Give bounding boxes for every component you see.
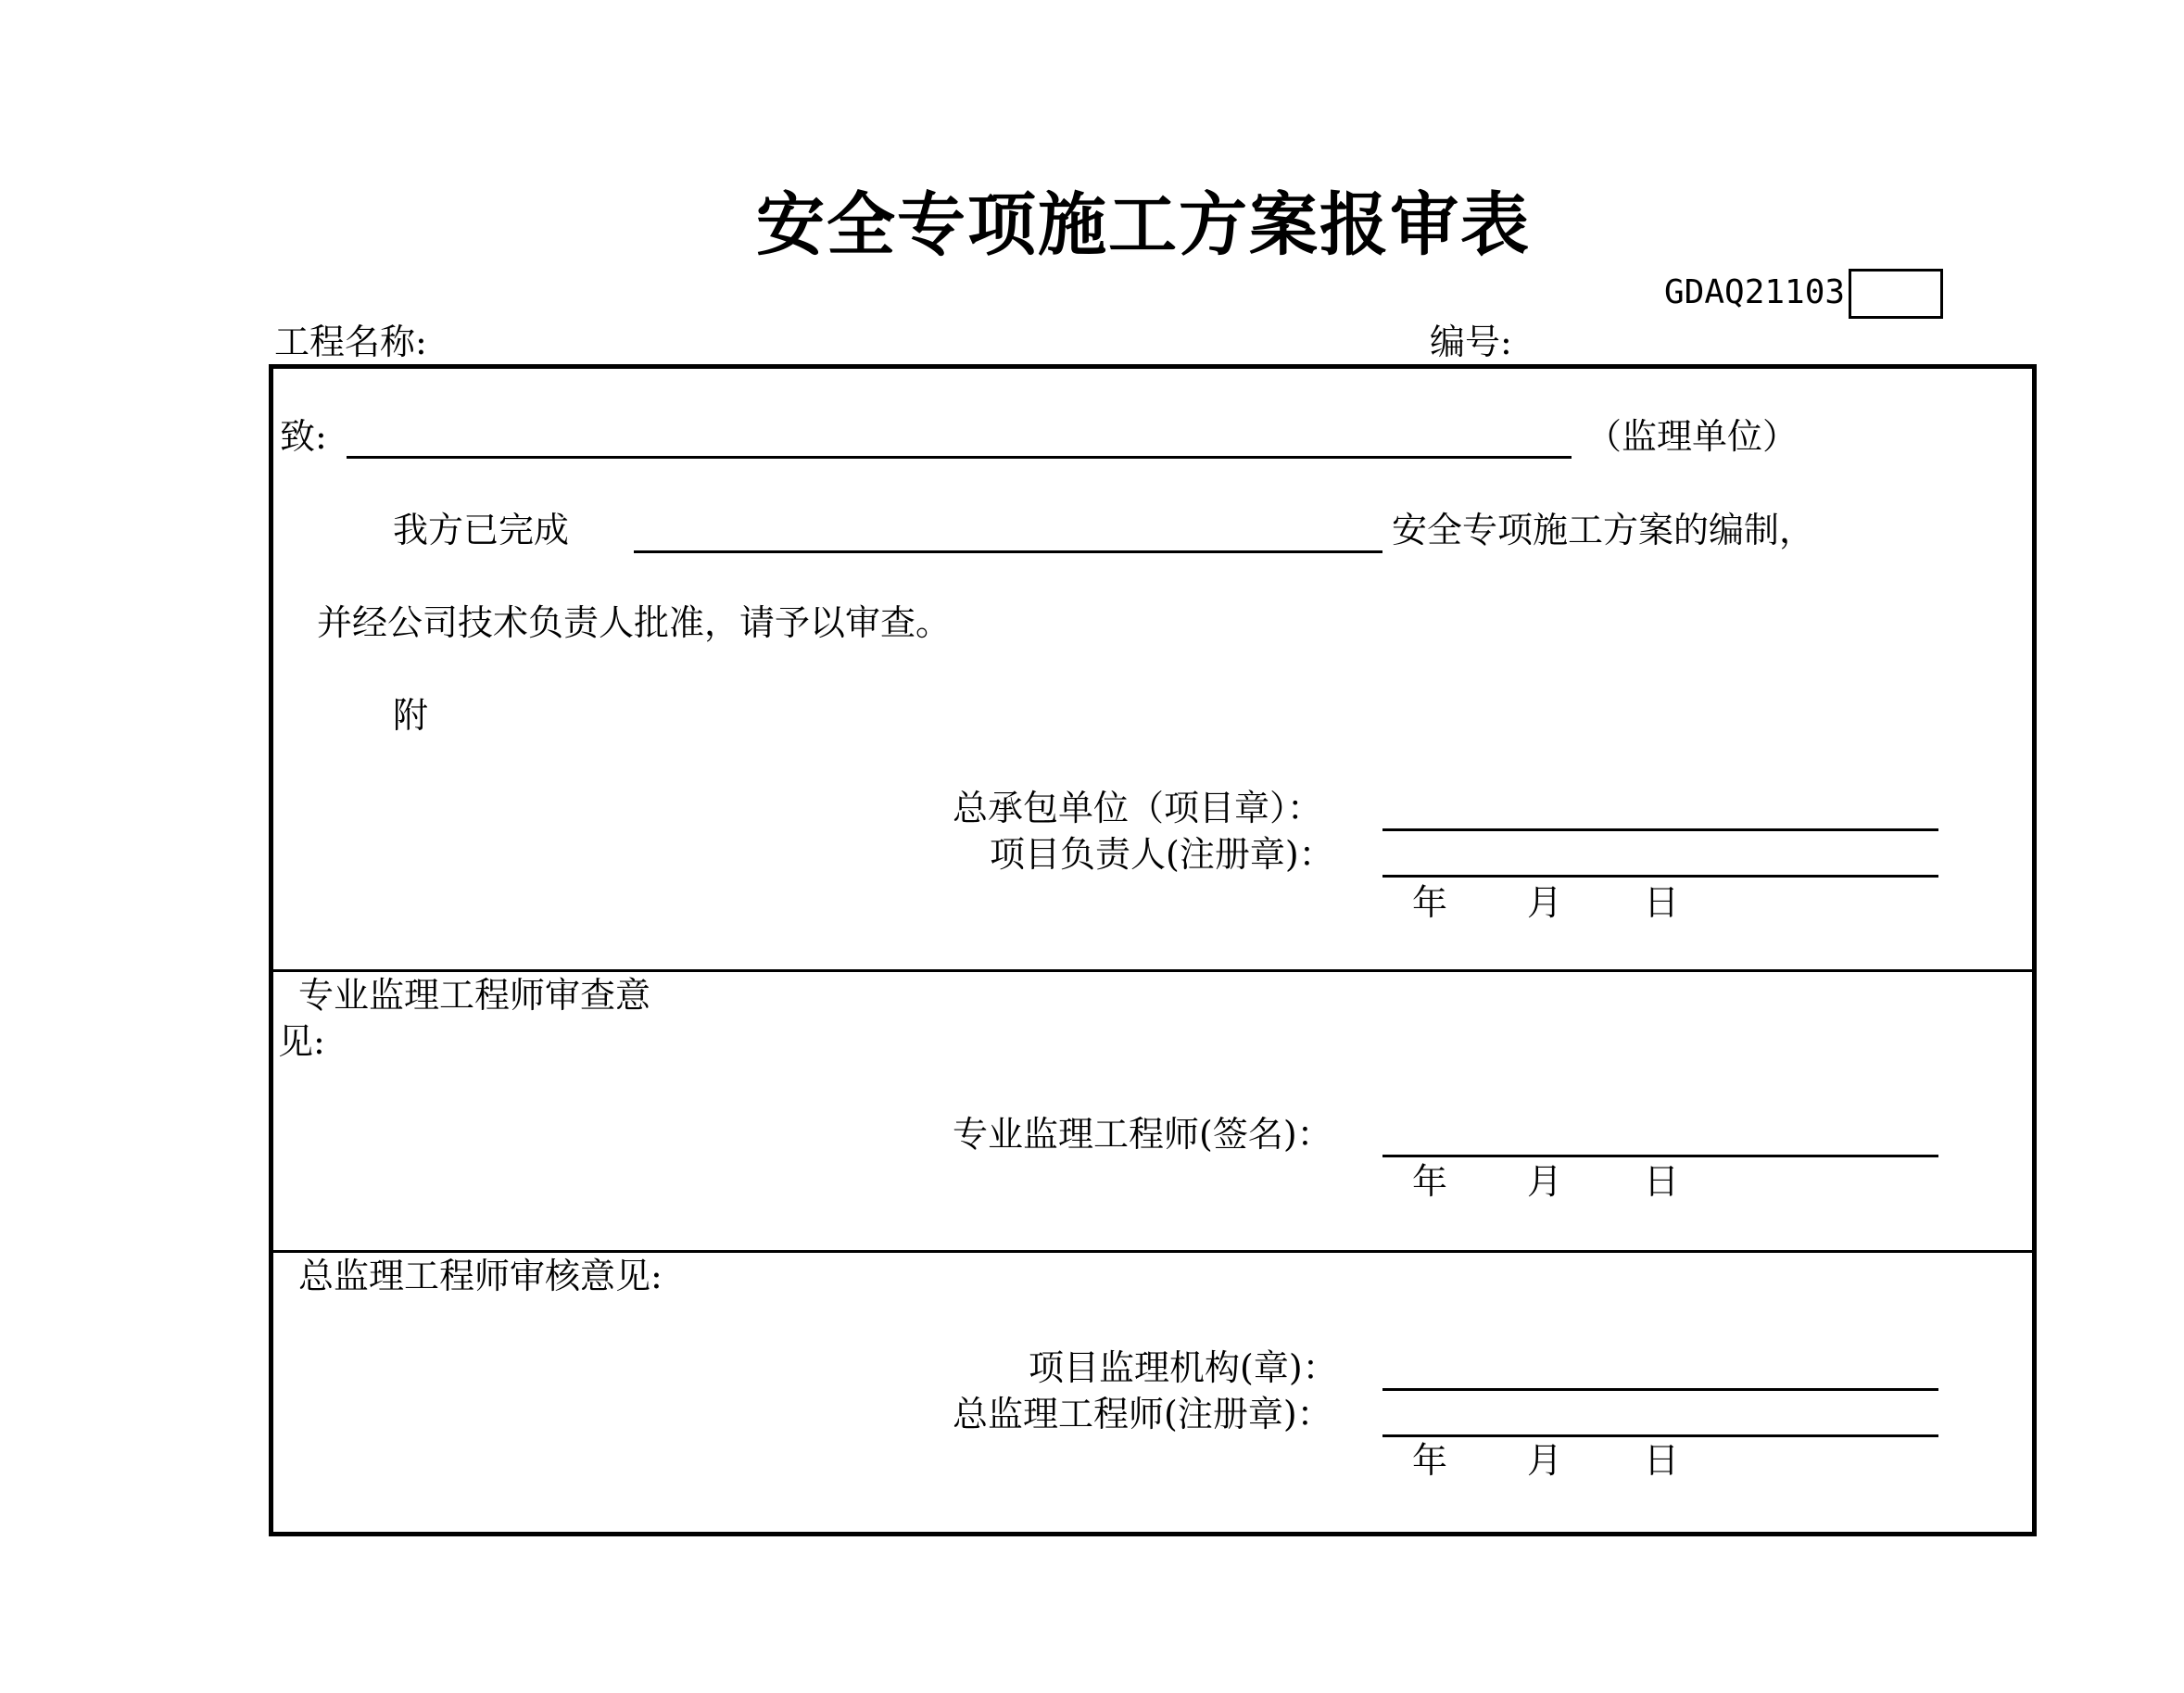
chief-opinion-label: 总监理工程师审核意见: (298, 1256, 663, 1296)
project-name-label: 工程名称: (274, 322, 427, 362)
engineer-sign-field[interactable] (1382, 1155, 1938, 1157)
project-manager-seal-field[interactable] (1382, 875, 1938, 878)
approved-text: 并经公司技术负责人批准，请予以审查。 (317, 602, 952, 643)
engineer-opinion-label-cont: 见: (278, 1021, 325, 1062)
date-year: 年 (1412, 1161, 1448, 1202)
date-year: 年 (1412, 1440, 1448, 1481)
completed-suffix: 安全专项施工方案的编制， (1392, 510, 1815, 550)
date-month: 月 (1527, 882, 1563, 923)
date-day: 日 (1644, 882, 1680, 923)
date-year: 年 (1412, 882, 1448, 923)
chief-engineer-label: 总监理工程师(注册章)： (953, 1394, 1332, 1434)
form-code-box[interactable] (1849, 269, 1943, 319)
agency-seal-field[interactable] (1382, 1388, 1938, 1391)
date-month: 月 (1527, 1161, 1563, 1202)
attachment-label: 附 (393, 695, 429, 736)
section-divider-2 (269, 1250, 2037, 1253)
contractor-label: 总承包单位（项目章）： (953, 788, 1323, 828)
plan-name-field[interactable] (634, 550, 1382, 553)
date-day: 日 (1644, 1161, 1680, 1202)
engineer-opinion-label: 专业监理工程师审查意 (298, 975, 651, 1016)
section-divider-1 (269, 969, 2037, 972)
supervisor-unit-field[interactable] (347, 456, 1572, 459)
number-label: 编号: (1430, 322, 1512, 362)
date-month: 月 (1527, 1440, 1563, 1481)
form-title: 安全专项施工方案报审表 (756, 185, 1531, 265)
completed-prefix: 我方已完成 (393, 510, 570, 550)
form-code: GDAQ21103 (1664, 273, 1846, 311)
engineer-sign-label: 专业监理工程师(签名)： (953, 1114, 1332, 1155)
date-day: 日 (1644, 1440, 1680, 1481)
chief-engineer-seal-field[interactable] (1382, 1434, 1938, 1437)
project-manager-label: 项目负责人(注册章)： (990, 834, 1334, 875)
agency-label: 项目监理机构(章)： (1029, 1347, 1338, 1388)
to-suffix: （监理单位） (1586, 416, 1799, 457)
contractor-seal-field[interactable] (1382, 828, 1938, 831)
to-label: 致: (280, 416, 327, 457)
